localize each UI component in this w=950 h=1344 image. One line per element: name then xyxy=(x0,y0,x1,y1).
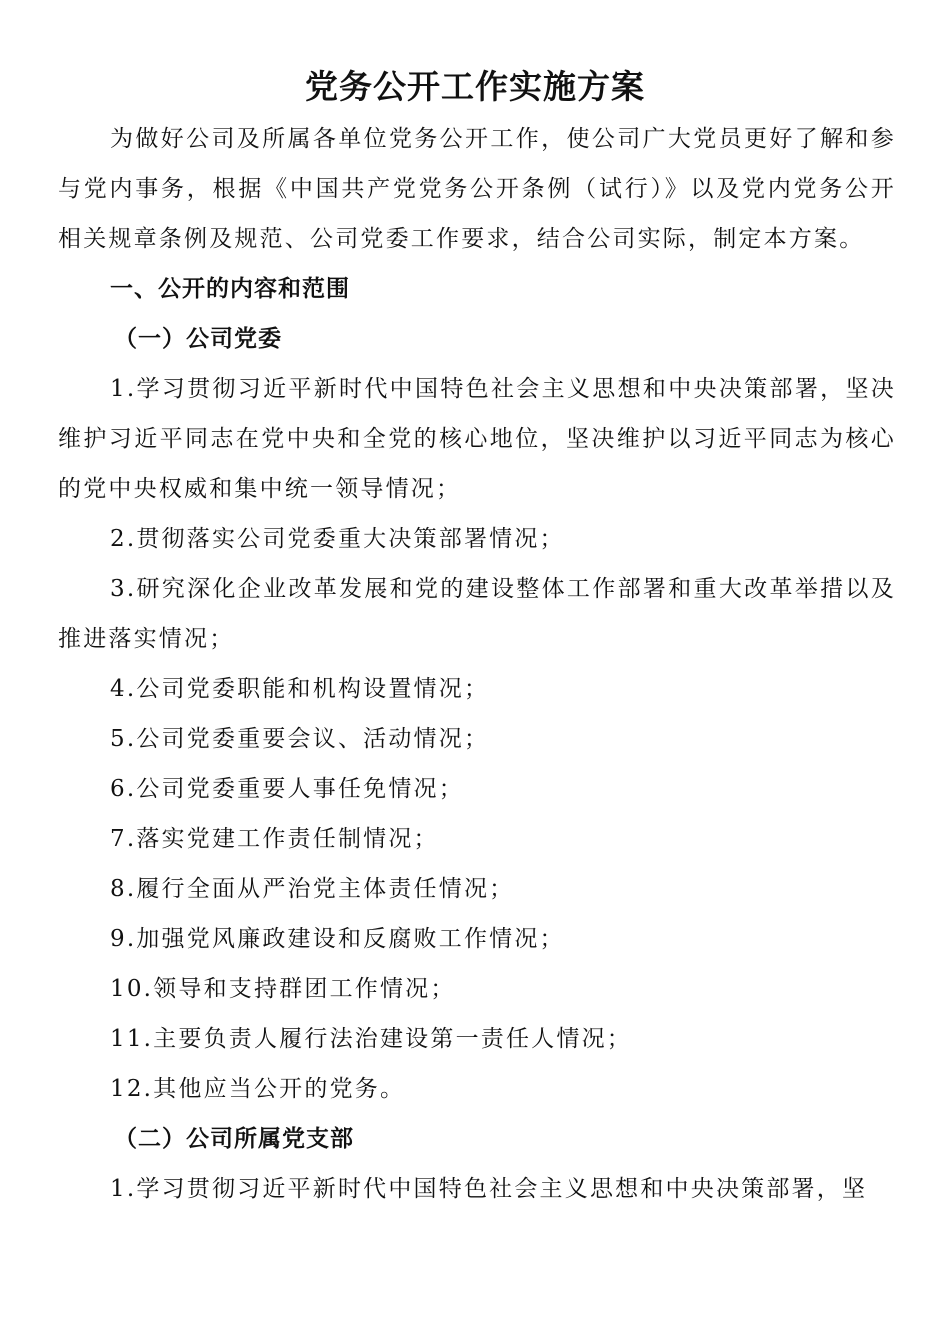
list-item: 9.加强党风廉政建设和反腐败工作情况； xyxy=(110,926,565,952)
list-item: 7.落实党建工作责任制情况； xyxy=(110,826,439,852)
list-item: 2.贯彻落实公司党委重大决策部署情况； xyxy=(110,526,565,552)
list-item: 8.履行全面从严治党主体责任情况； xyxy=(110,876,515,902)
document-title: 党务公开工作实施方案 xyxy=(305,67,645,106)
list-item: 11.主要负责人履行法治建设第一责任人情况； xyxy=(110,1026,632,1052)
list-item: 3.研究深化企业改革发展和党的建设整体工作部署和重大改革举措以及推进落实情况； xyxy=(58,576,896,652)
list-item: 12.其他应当公开的党务。 xyxy=(110,1076,406,1102)
list-item: 1.学习贯彻习近平新时代中国特色社会主义思想和中央决策部署，坚 xyxy=(110,1176,868,1202)
intro-paragraph: 为做好公司及所属各单位党务公开工作，使公司广大党员更好了解和参与党内事务，根据《中国共产党党务公开条例（试行）》以及党内党务公开相关规章条例及规范、公司党委工作要求，结合公司实际，制定本方案。 xyxy=(58,126,896,252)
list-item: 6.公司党委重要人事任免情况； xyxy=(110,776,464,802)
section-heading: 一、公开的内容和范围 xyxy=(110,276,350,302)
document-body xyxy=(58,114,896,1214)
list-item: 10.领导和支持群团工作情况； xyxy=(110,976,456,1002)
list-item: 5.公司党委重要会议、活动情况； xyxy=(110,726,490,752)
subsection-heading-party-committee: （一）公司党委 xyxy=(114,326,282,352)
subsection-heading-branches: （二）公司所属党支部 xyxy=(114,1126,354,1152)
list-item: 1.学习贯彻习近平新时代中国特色社会主义思想和中央决策部署，坚决维护习近平同志在党中央和全党的核心地位，坚决维护以习近平同志为核心的党中央权威和集中统一领导情况； xyxy=(58,376,896,502)
list-item: 4.公司党委职能和机构设置情况； xyxy=(110,676,490,702)
